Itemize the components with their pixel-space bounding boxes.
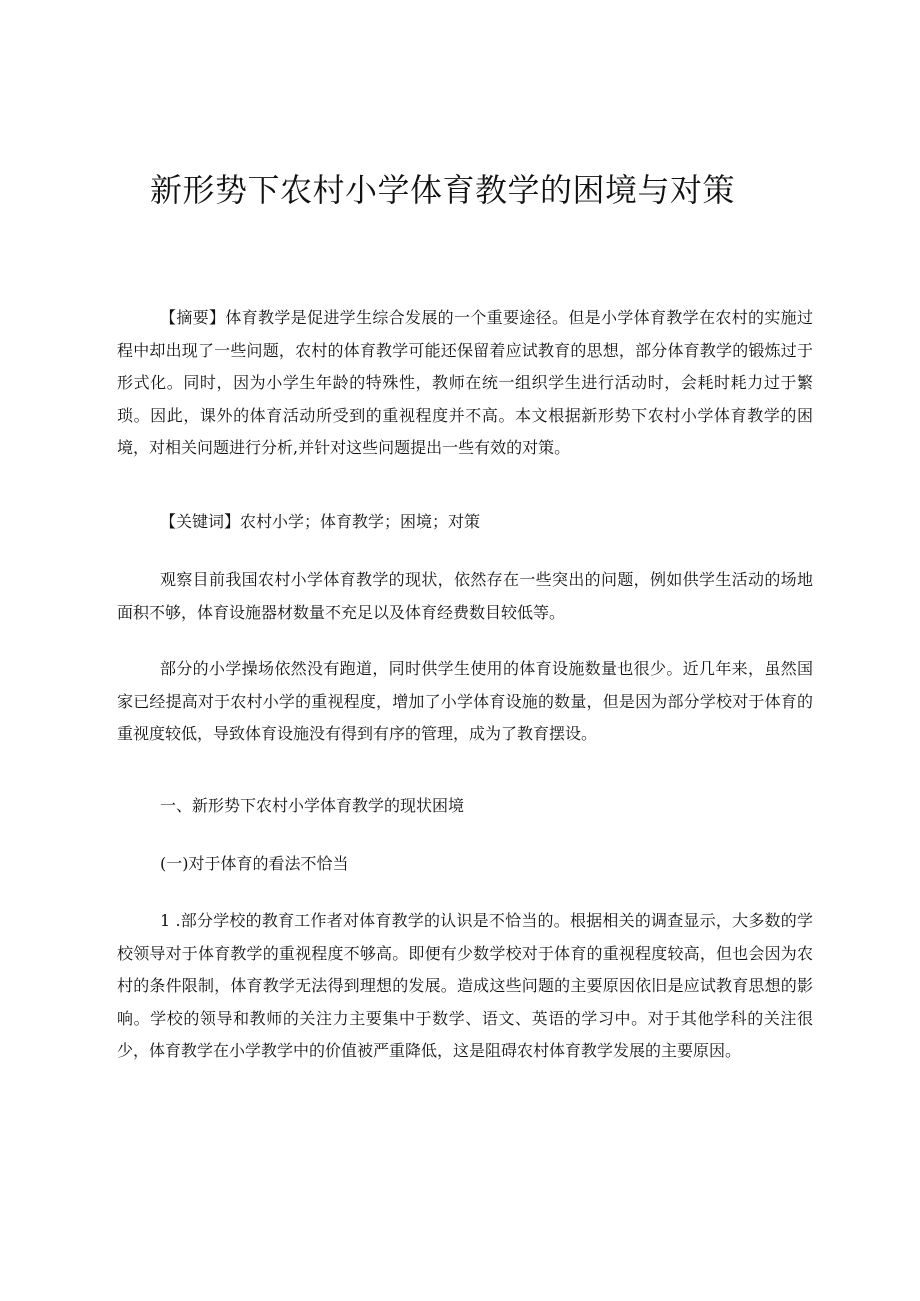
section-heading-1: 一、新形势下农村小学体育教学的现状困境 [160,796,465,815]
body-paragraph-2: 部分的小学操场依然没有跑道，同时供学生使用的体育设施数量也很少。近几年来，虽然国家已经提高对于农村小学的重视程度，增加了小学体育设施的数量，但是因为部分学校对于体育的重视度较低，导致体育设施没有得到有序的管理，成为了教育摆设。 [117,659,813,744]
document-title: 新形势下农村小学体育教学的困境与对策 [150,171,736,209]
body-paragraph-3: 1 .部分学校的教育工作者对体育教学的认识是不恰当的。根据相关的调查显示，大多数的学校领导对于体育教学的重视程度不够高。即便有少数学校对于体育的重视程度较高，但也会因为农村的条件限制，体育教学无法得到理想的发展。造成这些问题的主要原因依旧是应试教育思想的影响。学校的领导和教师的关注力主要集中于数学、语文、英语的学习中。对于其他学科的关注很少，体育教学在小学教学中的价值被严重降低，这是阻碍农村体育教学发展的主要原因。 [117,911,813,1061]
subsection-heading-1: (一)对于体育的看法不恰当 [160,854,349,873]
body-paragraph-1: 观察目前我国农村小学体育教学的现状，依然存在一些突出的问题，例如供学生活动的场地面积不够，体育设施器材数量不充足以及体育经费数目较低等。 [117,570,813,622]
abstract-paragraph: 【摘要】体育教学是促进学生综合发展的一个重要途径。但是小学体育教学在农村的实施过程中却出现了一些问题，农村的体育教学可能还保留着应试教育的思想，部分体育教学的锻炼过于形式化。同时，因为小学生年龄的特殊性，教师在统一组织学生进行活动时，会耗时耗力过于繁琐。因此，课外的体育活动所受到的重视程度并不高。本文根据新形势下农村小学体育教学的困境，对相关问题进行分析,并针对这些问题提出一些有效的对策。 [117,308,813,458]
keywords-line: 【关键词】农村小学；体育教学；困境；对策 [160,512,481,531]
